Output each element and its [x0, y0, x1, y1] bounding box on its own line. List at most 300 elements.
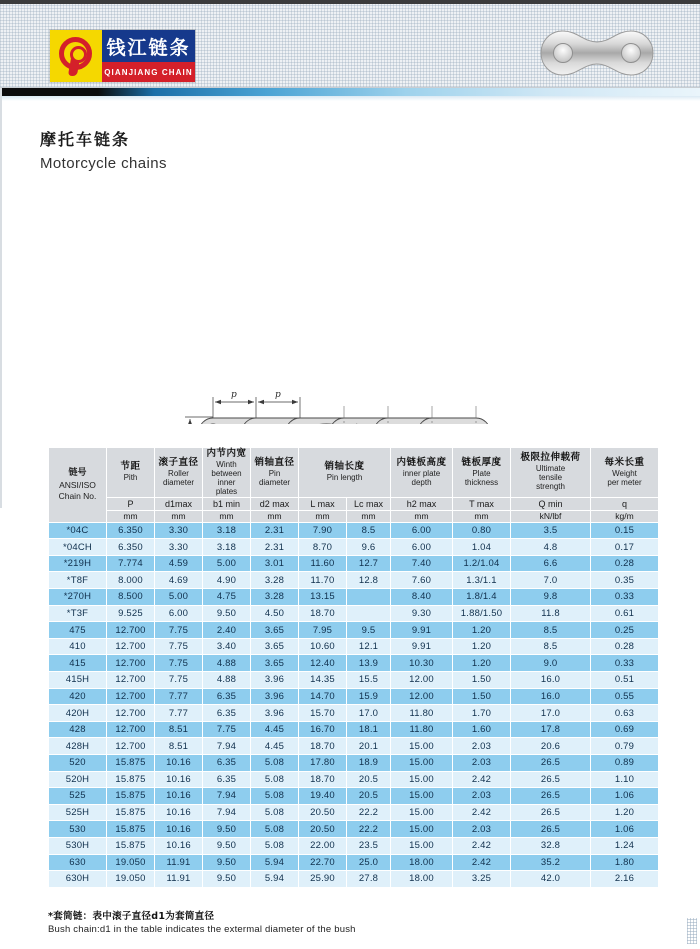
cell-chain-no: 420 — [49, 688, 107, 705]
cell-value: 7.77 — [155, 705, 203, 722]
cell-value: 3.18 — [203, 522, 251, 539]
cell-value: 0.89 — [591, 755, 659, 772]
cell-value: 6.00 — [391, 522, 453, 539]
cell-value: 1.8/1.4 — [453, 589, 511, 606]
cell-value: 10.60 — [299, 638, 347, 655]
cell-value: 0.63 — [591, 705, 659, 722]
cell-value: 7.60 — [391, 572, 453, 589]
cell-value: 22.2 — [347, 821, 391, 838]
cell-value: 8.51 — [155, 738, 203, 755]
cell-value: 3.65 — [251, 622, 299, 639]
cell-value: 6.350 — [107, 522, 155, 539]
table-row — [49, 705, 659, 722]
cell-value: 17.8 — [511, 721, 591, 738]
footnote-english: Bush chain:d1 in the table indicates the extermal diameter of the bush — [48, 924, 356, 935]
header-tensile-strength: 极限拉伸载荷 Ultimate tensile strength — [511, 448, 591, 498]
cell-value: 4.90 — [203, 572, 251, 589]
cell-value: 20.5 — [347, 771, 391, 788]
cell-chain-no: 420H — [49, 705, 107, 722]
cell-value: 15.875 — [107, 771, 155, 788]
cell-value: 3.5 — [511, 522, 591, 539]
header-pin-diameter-en: Pin diameter — [258, 468, 291, 487]
cell-value: 4.45 — [251, 721, 299, 738]
cell-value: 10.16 — [155, 771, 203, 788]
cell-chain-no: 410 — [49, 638, 107, 655]
header-symbol-d1max: d1max — [155, 497, 203, 510]
cell-value: 15.875 — [107, 755, 155, 772]
cell-value: 10.16 — [155, 821, 203, 838]
header-symbol-q: q — [591, 497, 659, 510]
cell-value: 10.16 — [155, 837, 203, 854]
cell-value: 5.08 — [251, 821, 299, 838]
specification-table — [48, 447, 658, 888]
cell-chain-no: 415 — [49, 655, 107, 672]
cell-value: 26.5 — [511, 771, 591, 788]
cell-value: 5.08 — [251, 755, 299, 772]
cell-value: 8.40 — [391, 589, 453, 606]
page-header — [0, 4, 700, 88]
cell-value: 0.33 — [591, 655, 659, 672]
cell-value: 9.50 — [203, 605, 251, 622]
cell-value: 3.40 — [203, 638, 251, 655]
cell-chain-no: *270H — [49, 589, 107, 606]
cell-value: 18.00 — [391, 871, 453, 888]
cell-chain-no: *04C — [49, 522, 107, 539]
header-symbol-l-max: L max — [299, 497, 347, 510]
cell-value: 12.700 — [107, 672, 155, 689]
cell-value: 6.35 — [203, 755, 251, 772]
cell-value: 0.33 — [591, 589, 659, 606]
cell-value: 4.75 — [203, 589, 251, 606]
header-roller-diameter: 滚子直径 Roller diameter — [155, 448, 203, 498]
cell-value: 5.08 — [251, 837, 299, 854]
cell-value: 8.5 — [511, 638, 591, 655]
cell-value: 4.88 — [203, 672, 251, 689]
cell-value: 12.700 — [107, 721, 155, 738]
cell-value: 18.70 — [299, 771, 347, 788]
cell-chain-no: 428 — [49, 721, 107, 738]
cell-value: 1.60 — [453, 721, 511, 738]
header-pin-length-en: Pin length — [326, 473, 363, 483]
cell-value: 11.91 — [155, 854, 203, 871]
header-chain-no: 链号 ANSI/ISO Chain No. — [49, 448, 107, 523]
page-title — [40, 127, 700, 172]
cell-value: 15.70 — [299, 705, 347, 722]
header-symbol-d2-max: d2 max — [251, 497, 299, 510]
cell-value: 7.95 — [299, 622, 347, 639]
cell-value: 6.35 — [203, 705, 251, 722]
cell-value: 4.69 — [155, 572, 203, 589]
header-plate-thickness-en: Plate thickness — [464, 468, 499, 487]
cell-value: 2.03 — [453, 788, 511, 805]
cell-value: 22.70 — [299, 854, 347, 871]
cell-value: 11.80 — [391, 721, 453, 738]
svg-text:p: p — [231, 390, 237, 400]
cell-value: 3.25 — [453, 871, 511, 888]
cell-value: 9.50 — [203, 871, 251, 888]
cell-chain-no: 428H — [49, 738, 107, 755]
company-logo — [50, 30, 195, 82]
cell-value: 15.875 — [107, 837, 155, 854]
cell-value: 26.5 — [511, 788, 591, 805]
cell-value: 9.50 — [203, 837, 251, 854]
cell-value: 7.75 — [155, 622, 203, 639]
cell-value: 8.500 — [107, 589, 155, 606]
cell-value: 11.80 — [391, 705, 453, 722]
cell-value: 3.96 — [251, 705, 299, 722]
cell-value: 1.80 — [591, 854, 659, 871]
header-weight-per-meter: 每米长重 Weight per meter — [591, 448, 659, 498]
cell-value: 8.51 — [155, 721, 203, 738]
cell-value: 22.2 — [347, 804, 391, 821]
cell-value: 7.75 — [155, 655, 203, 672]
cell-value: 16.70 — [299, 721, 347, 738]
cell-value: 9.91 — [391, 622, 453, 639]
table-body — [49, 522, 659, 887]
cell-value: 19.050 — [107, 871, 155, 888]
header-pitch-en: Pith — [123, 473, 138, 483]
header-symbol-lc-max: Lc max — [347, 497, 391, 510]
header-symbol-h2-max: h2 max — [391, 497, 453, 510]
table-row — [49, 522, 659, 539]
cell-value: 42.0 — [511, 871, 591, 888]
cell-value: 26.5 — [511, 755, 591, 772]
cell-chain-no: *04CH — [49, 539, 107, 556]
svg-text:p: p — [275, 390, 281, 400]
cell-value: 15.875 — [107, 821, 155, 838]
cell-value: 12.7 — [347, 555, 391, 572]
qianjiang-q-monogram-icon — [50, 30, 102, 82]
cell-value: 9.525 — [107, 605, 155, 622]
cell-value: 6.35 — [203, 688, 251, 705]
table-row — [49, 605, 659, 622]
cell-value: 3.96 — [251, 688, 299, 705]
cell-value: 3.65 — [251, 655, 299, 672]
cell-value: 7.40 — [391, 555, 453, 572]
cell-value: 15.875 — [107, 804, 155, 821]
cell-value: 5.00 — [203, 555, 251, 572]
cell-value: 23.5 — [347, 837, 391, 854]
table-row — [49, 638, 659, 655]
table-row — [49, 555, 659, 572]
cell-value: 4.59 — [155, 555, 203, 572]
cell-value: 18.70 — [299, 605, 347, 622]
cell-value: 0.80 — [453, 522, 511, 539]
cell-value: 18.70 — [299, 738, 347, 755]
cell-value: 11.70 — [299, 572, 347, 589]
cell-value: 3.01 — [251, 555, 299, 572]
header-plate-thickness: 链板厚度 Plate thickness — [453, 448, 511, 498]
cell-value: 1.04 — [453, 539, 511, 556]
cell-value: 3.96 — [251, 672, 299, 689]
cell-chain-no: 630 — [49, 854, 107, 871]
cell-value: 12.8 — [347, 572, 391, 589]
cell-value: 14.70 — [299, 688, 347, 705]
chain-side-plate-photo — [538, 28, 656, 83]
cell-value: 0.61 — [591, 605, 659, 622]
cell-value: 8.5 — [347, 522, 391, 539]
cell-value: 1.06 — [591, 788, 659, 805]
header-inner-plate-depth: 内链板高度 inner plate depth — [391, 448, 453, 498]
cell-value: 15.00 — [391, 804, 453, 821]
cell-value: 3.30 — [155, 522, 203, 539]
cell-value: 15.875 — [107, 788, 155, 805]
header-row-symbols — [49, 497, 659, 510]
header-width-between-plates-en: Winth between inner plates — [211, 459, 242, 496]
table-row — [49, 672, 659, 689]
table-row — [49, 788, 659, 805]
cell-value: 5.94 — [251, 854, 299, 871]
accent-bar — [0, 88, 700, 96]
edge-texture — [687, 918, 697, 944]
table-row — [49, 572, 659, 589]
cell-value: 7.94 — [203, 738, 251, 755]
cell-value: 2.31 — [251, 539, 299, 556]
cell-value: 7.94 — [203, 788, 251, 805]
cell-value: 22.00 — [299, 837, 347, 854]
cell-value: 3.28 — [251, 589, 299, 606]
cell-value: 12.700 — [107, 622, 155, 639]
cell-value: 20.50 — [299, 821, 347, 838]
page-title-chinese: 摩托车链条 — [40, 130, 131, 149]
cell-value: 20.50 — [299, 804, 347, 821]
cell-value: 35.2 — [511, 854, 591, 871]
cell-chain-no: 525 — [49, 788, 107, 805]
cell-value: 7.75 — [203, 721, 251, 738]
cell-value: 13.15 — [299, 589, 347, 606]
cell-value: 12.700 — [107, 738, 155, 755]
cell-value: 16.0 — [511, 672, 591, 689]
cell-value: 4.8 — [511, 539, 591, 556]
cell-value: 27.8 — [347, 871, 391, 888]
cell-value: 12.700 — [107, 638, 155, 655]
header-pin-diameter: 销轴直径 Pin diameter — [251, 448, 299, 498]
cell-value: 15.00 — [391, 837, 453, 854]
cell-value: 25.90 — [299, 871, 347, 888]
cell-value: 0.35 — [591, 572, 659, 589]
cell-value: 6.350 — [107, 539, 155, 556]
cell-value: 1.10 — [591, 771, 659, 788]
cell-value: 9.6 — [347, 539, 391, 556]
table-row — [49, 871, 659, 888]
header-unit-8: kN/lbf — [511, 510, 591, 522]
header-unit-7: mm — [453, 510, 511, 522]
header-unit-6: mm — [391, 510, 453, 522]
table-row — [49, 837, 659, 854]
accent-bar-fade — [0, 96, 700, 101]
cell-value: 4.50 — [251, 605, 299, 622]
cell-value: 0.28 — [591, 638, 659, 655]
cell-value: 2.16 — [591, 871, 659, 888]
header-roller-diameter-en: Roller diameter — [162, 468, 195, 487]
cell-chain-no: 475 — [49, 622, 107, 639]
cell-value: 8.5 — [511, 622, 591, 639]
cell-value: 6.00 — [155, 605, 203, 622]
cell-value: 15.00 — [391, 821, 453, 838]
footnote-chinese: *套筒链：表中滚子直径d1为套筒直径 — [48, 911, 215, 922]
cell-value: 6.6 — [511, 555, 591, 572]
cell-value: 15.9 — [347, 688, 391, 705]
header-unit-1: mm — [155, 510, 203, 522]
cell-value: 10.30 — [391, 655, 453, 672]
table-row — [49, 771, 659, 788]
cell-value: 12.00 — [391, 672, 453, 689]
cell-chain-no: 530H — [49, 837, 107, 854]
table-row — [49, 854, 659, 871]
cell-value: 1.50 — [453, 688, 511, 705]
cell-value: 1.88/1.50 — [453, 605, 511, 622]
table-row — [49, 589, 659, 606]
table-row — [49, 804, 659, 821]
header-unit-5: mm — [347, 510, 391, 522]
cell-chain-no: 530 — [49, 821, 107, 838]
cell-value: 1.50 — [453, 672, 511, 689]
cell-value: 8.000 — [107, 572, 155, 589]
cell-value: 2.42 — [453, 804, 511, 821]
cell-value — [347, 605, 391, 622]
cell-value: 0.28 — [591, 555, 659, 572]
cell-value: 9.91 — [391, 638, 453, 655]
header-symbol-p: P — [107, 497, 155, 510]
cell-value: 15.00 — [391, 755, 453, 772]
cell-value: 16.0 — [511, 688, 591, 705]
cell-value: 8.70 — [299, 539, 347, 556]
cell-value: 10.16 — [155, 755, 203, 772]
cell-chain-no: 520H — [49, 771, 107, 788]
header-weight-per-meter-en: Weight per meter — [607, 468, 642, 487]
table-row — [49, 622, 659, 639]
cell-value: 0.69 — [591, 721, 659, 738]
cell-chain-no: *T8F — [49, 572, 107, 589]
cell-value: 7.77 — [155, 688, 203, 705]
cell-value: 11.60 — [299, 555, 347, 572]
cell-value: 1.3/1.1 — [453, 572, 511, 589]
cell-value: 6.00 — [391, 539, 453, 556]
cell-value: 1.70 — [453, 705, 511, 722]
cell-value: 2.31 — [251, 522, 299, 539]
cell-value: 12.700 — [107, 705, 155, 722]
cell-value: 13.9 — [347, 655, 391, 672]
cell-value: 2.42 — [453, 771, 511, 788]
cell-value: 11.91 — [155, 871, 203, 888]
cell-value: 12.700 — [107, 688, 155, 705]
header-unit-9: kg/m — [591, 510, 659, 522]
cell-value: 0.79 — [591, 738, 659, 755]
logo-chinese-name: 钱江链条 — [102, 30, 195, 62]
cell-value: 0.51 — [591, 672, 659, 689]
cell-value: 7.0 — [511, 572, 591, 589]
cell-value: 14.35 — [299, 672, 347, 689]
cell-value: 19.40 — [299, 788, 347, 805]
cell-value: 5.94 — [251, 871, 299, 888]
cell-value: 15.00 — [391, 771, 453, 788]
cell-value: 12.1 — [347, 638, 391, 655]
header-unit-0: mm — [107, 510, 155, 522]
table-row — [49, 738, 659, 755]
cell-value: 7.94 — [203, 804, 251, 821]
cell-value: 12.00 — [391, 688, 453, 705]
cell-value: 20.1 — [347, 738, 391, 755]
cell-value: 4.45 — [251, 738, 299, 755]
cell-value: 5.00 — [155, 589, 203, 606]
cell-value: 11.8 — [511, 605, 591, 622]
cell-value: 2.40 — [203, 622, 251, 639]
chain-dimension-drawing — [0, 184, 700, 424]
header-pin-length: 销轴长度 Pin length — [299, 448, 391, 498]
cell-value: 17.0 — [511, 705, 591, 722]
cell-value: 20.5 — [347, 788, 391, 805]
cell-value: 17.0 — [347, 705, 391, 722]
cell-chain-no: *T3F — [49, 605, 107, 622]
cell-value: 1.20 — [453, 622, 511, 639]
cell-chain-no: 525H — [49, 804, 107, 821]
cell-value: 5.08 — [251, 788, 299, 805]
cell-value: 3.28 — [251, 572, 299, 589]
cell-value: 15.00 — [391, 788, 453, 805]
cell-value: 1.06 — [591, 821, 659, 838]
header-row-main — [49, 448, 659, 498]
cell-value: 7.75 — [155, 638, 203, 655]
header-symbol-q-min: Q min — [511, 497, 591, 510]
cell-value: 9.0 — [511, 655, 591, 672]
cell-value: 2.03 — [453, 821, 511, 838]
header-unit-3: mm — [251, 510, 299, 522]
cell-value: 3.65 — [251, 638, 299, 655]
header-pitch: 节距 Pith — [107, 448, 155, 498]
cell-chain-no: 630H — [49, 871, 107, 888]
cell-value: 9.50 — [203, 854, 251, 871]
header-row-units — [49, 510, 659, 522]
cell-value: 12.40 — [299, 655, 347, 672]
cell-value: 6.35 — [203, 771, 251, 788]
cell-value: 9.5 — [347, 622, 391, 639]
cell-value: 5.08 — [251, 771, 299, 788]
cell-value: 7.90 — [299, 522, 347, 539]
cell-value: 2.03 — [453, 755, 511, 772]
cell-value: 3.30 — [155, 539, 203, 556]
cell-value: 1.20 — [591, 804, 659, 821]
cell-value: 2.42 — [453, 837, 511, 854]
cell-value: 7.774 — [107, 555, 155, 572]
cell-value: 10.16 — [155, 804, 203, 821]
logo-english-name: QIANJIANG CHAIN — [102, 62, 195, 82]
cell-value: 1.20 — [453, 655, 511, 672]
table-row — [49, 655, 659, 672]
table-header — [49, 448, 659, 523]
cell-value: 5.08 — [251, 804, 299, 821]
cell-value: 20.6 — [511, 738, 591, 755]
cell-value: 32.8 — [511, 837, 591, 854]
header-width-between-plates: 内节内宽 Winth between inner plates — [203, 448, 251, 498]
cell-value: 9.8 — [511, 589, 591, 606]
cell-chain-no: 520 — [49, 755, 107, 772]
cell-value: 25.0 — [347, 854, 391, 871]
cell-value: 9.30 — [391, 605, 453, 622]
cell-value: 2.42 — [453, 854, 511, 871]
cell-value: 0.15 — [591, 522, 659, 539]
table-row — [49, 755, 659, 772]
table-row — [49, 721, 659, 738]
cell-value: 2.03 — [453, 738, 511, 755]
cell-value — [347, 589, 391, 606]
cell-value: 0.17 — [591, 539, 659, 556]
cell-value: 3.18 — [203, 539, 251, 556]
cell-value: 7.75 — [155, 672, 203, 689]
header-symbol-t-max: T max — [453, 497, 511, 510]
header-tensile-strength-en: Ultimate tensile strength — [535, 464, 566, 492]
footnote — [48, 908, 648, 935]
cell-value: 26.5 — [511, 804, 591, 821]
